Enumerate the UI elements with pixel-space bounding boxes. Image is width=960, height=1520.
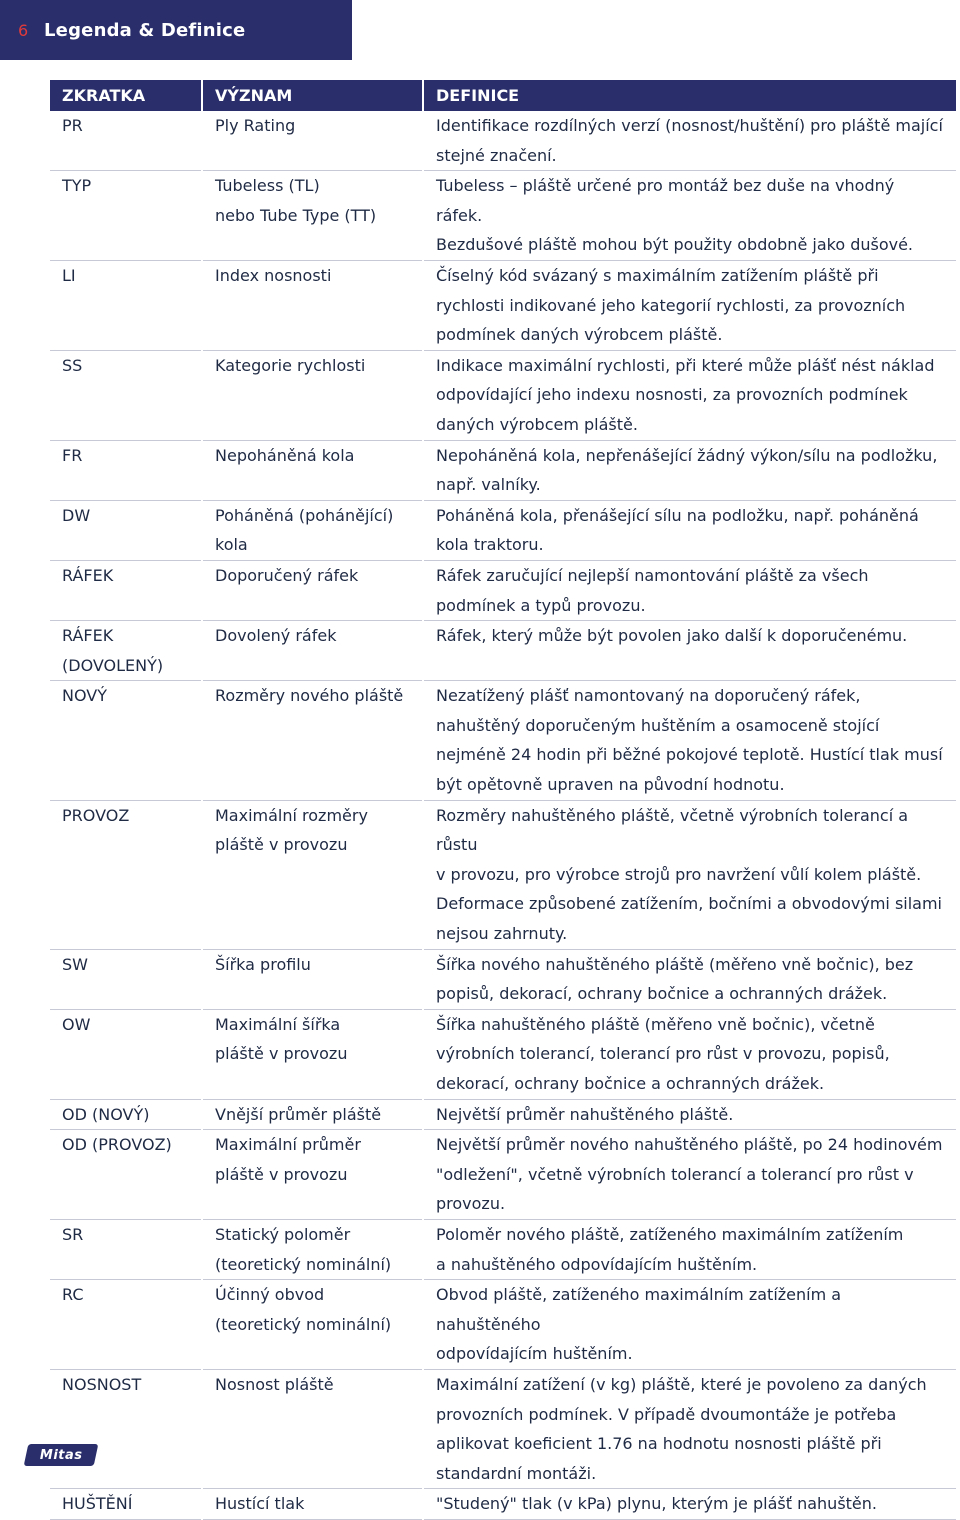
abbreviation-cell: OD (PROVOZ) [50,1130,202,1220]
definition-cell: Šířka nahuštěného pláště (měřeno vně bočnic), včetně výrobních tolerancí, tolerancí pro růst v provozu, popisů, dekorací, ochrany bočnice a ochranných drážek. [423,1009,956,1099]
definition-cell: Poloměr nového pláště, zatíženého maximálním zatížením a nahuštěného odpovídajícím huštěním. [423,1219,956,1279]
definition-cell: Největší průměr nového nahuštěného pláště, po 24 hodinovém "odležení", včetně výrobních tolerancí a tolerancí pro růst v provozu. [423,1130,956,1220]
meaning-cell: Kategorie rychlosti [202,350,423,440]
page-header [0,0,352,60]
definition-cell: Maximální zatížení (v kg) pláště, které je povoleno za daných provozních podmínek. V případě dvoumontáže je potřeba aplikovat koeficient 1.76 na hodnotu nosnosti pláště při standardní montáži. [423,1369,956,1488]
abbreviation-cell: TYP [50,171,202,261]
page-number: 6 [18,20,29,40]
meaning-cell: Hustící tlak [202,1489,423,1520]
abbreviation-cell: SR [50,1219,202,1279]
table-row [50,260,956,350]
definition-cell: "Studený" tlak (v kPa) plynu, kterým je plášť nahuštěn. [423,1489,956,1520]
meaning-cell: Index nosnosti [202,260,423,350]
abbreviation-cell: SS [50,350,202,440]
definition-cell: Číselný kód svázaný s maximálním zatížením pláště při rychlosti indikované jeho kategorií rychlosti, za provozních podmínek daných výrobcem pláště. [423,260,956,350]
definition-cell: Obvod pláště, zatíženého maximálním zatížením a nahuštěného odpovídajícím huštěním. [423,1280,956,1370]
definition-cell: Poháněná kola, přenášející sílu na podložku, např. poháněná kola traktoru. [423,500,956,560]
table-header-row [50,80,956,111]
table-row [50,621,956,681]
table-row [50,681,956,800]
abbreviation-cell: FR [50,440,202,500]
abbreviation-cell: RC [50,1280,202,1370]
abbreviation-cell: NOVÝ [50,681,202,800]
abbreviation-cell: LI [50,260,202,350]
logo-text: Mitas [39,1447,83,1463]
definition-cell: Ráfek zaručující nejlepší namontování pláště za všech podmínek a typů provozu. [423,560,956,620]
definition-cell: Nepoháněná kola, nepřenášející žádný výkon/sílu na podložku, např. valníky. [423,440,956,500]
abbreviation-cell: PR [50,111,202,171]
abbreviation-cell: OW [50,1009,202,1099]
meaning-cell: Tubeless (TL) nebo Tube Type (TT) [202,171,423,261]
column-header-meaning: VÝZNAM [202,80,423,111]
table-row [50,350,956,440]
abbreviation-cell: RÁFEK (DOVOLENÝ) [50,621,202,681]
definition-cell: Tubeless – pláště určené pro montáž bez duše na vhodný ráfek. Bezdušové pláště mohou být použity obdobně jako dušové. [423,171,956,261]
table-row [50,560,956,620]
definition-cell: Největší průměr nahuštěného pláště. [423,1099,956,1130]
meaning-cell: Maximální šířka pláště v provozu [202,1009,423,1099]
meaning-cell: Maximální rozměry pláště v provozu [202,800,423,949]
table-row [50,500,956,560]
table-row [50,171,956,261]
column-header-definition: DEFINICE [423,80,956,111]
table-row [50,1009,956,1099]
table-row [50,1099,956,1130]
meaning-cell: Poháněná (pohánějící) kola [202,500,423,560]
abbreviation-cell: NOSNOST [50,1369,202,1488]
meaning-cell: Šířka profilu [202,949,423,1009]
meaning-cell: Doporučený ráfek [202,560,423,620]
abbreviation-cell: HUŠTĚNÍ [50,1489,202,1520]
meaning-cell: Účinný obvod (teoretický nominální) [202,1280,423,1370]
abbreviation-cell: DW [50,500,202,560]
definition-cell: Rozměry nahuštěného pláště, včetně výrobních tolerancí a růstu v provozu, pro výrobce strojů pro navržení vůlí kolem pláště. Deformace způsobené zatížením, bočními a obvodovými silami nejsou zahrnuty. [423,800,956,949]
legend-table [50,80,956,1520]
meaning-cell: Ply Rating [202,111,423,171]
meaning-cell: Dovolený ráfek [202,621,423,681]
definition-cell: Šířka nového nahuštěného pláště (měřeno vně bočnic), bez popisů, dekorací, ochrany bočnice a ochranných drážek. [423,949,956,1009]
page-title: Legenda & Definice [44,19,246,41]
meaning-cell: Statický poloměr (teoretický nominální) [202,1219,423,1279]
abbreviation-cell: PROVOZ [50,800,202,949]
abbreviation-cell: RÁFEK [50,560,202,620]
definition-cell: Indikace maximální rychlosti, při které může plášť nést náklad odpovídající jeho indexu nosnosti, za provozních podmínek daných výrobcem pláště. [423,350,956,440]
table-row [50,440,956,500]
definition-cell: Nezatížený plášť namontovaný na doporučený ráfek, nahuštěný doporučeným huštěním a osamoceně stojící nejméně 24 hodin při běžné pokojové teplotě. Hustící tlak musí být opětovně upraven na původní hodnotu. [423,681,956,800]
table-row [50,111,956,171]
meaning-cell: Rozměry nového pláště [202,681,423,800]
column-header-abbr: ZKRATKA [50,80,202,111]
meaning-cell: Nosnost pláště [202,1369,423,1488]
table-row [50,1219,956,1279]
table-row [50,1489,956,1520]
mitas-logo [24,1444,99,1466]
table-row [50,949,956,1009]
meaning-cell: Vnější průměr pláště [202,1099,423,1130]
abbreviation-cell: OD (NOVÝ) [50,1099,202,1130]
meaning-cell: Nepoháněná kola [202,440,423,500]
table-row [50,1280,956,1370]
legend-table-body [50,111,956,1519]
meaning-cell: Maximální průměr pláště v provozu [202,1130,423,1220]
abbreviation-cell: SW [50,949,202,1009]
table-row [50,800,956,949]
definition-cell: Identifikace rozdílných verzí (nosnost/huštění) pro pláště mající stejné značení. [423,111,956,171]
definition-cell: Ráfek, který může být povolen jako další k doporučenému. [423,621,956,681]
table-row [50,1130,956,1220]
